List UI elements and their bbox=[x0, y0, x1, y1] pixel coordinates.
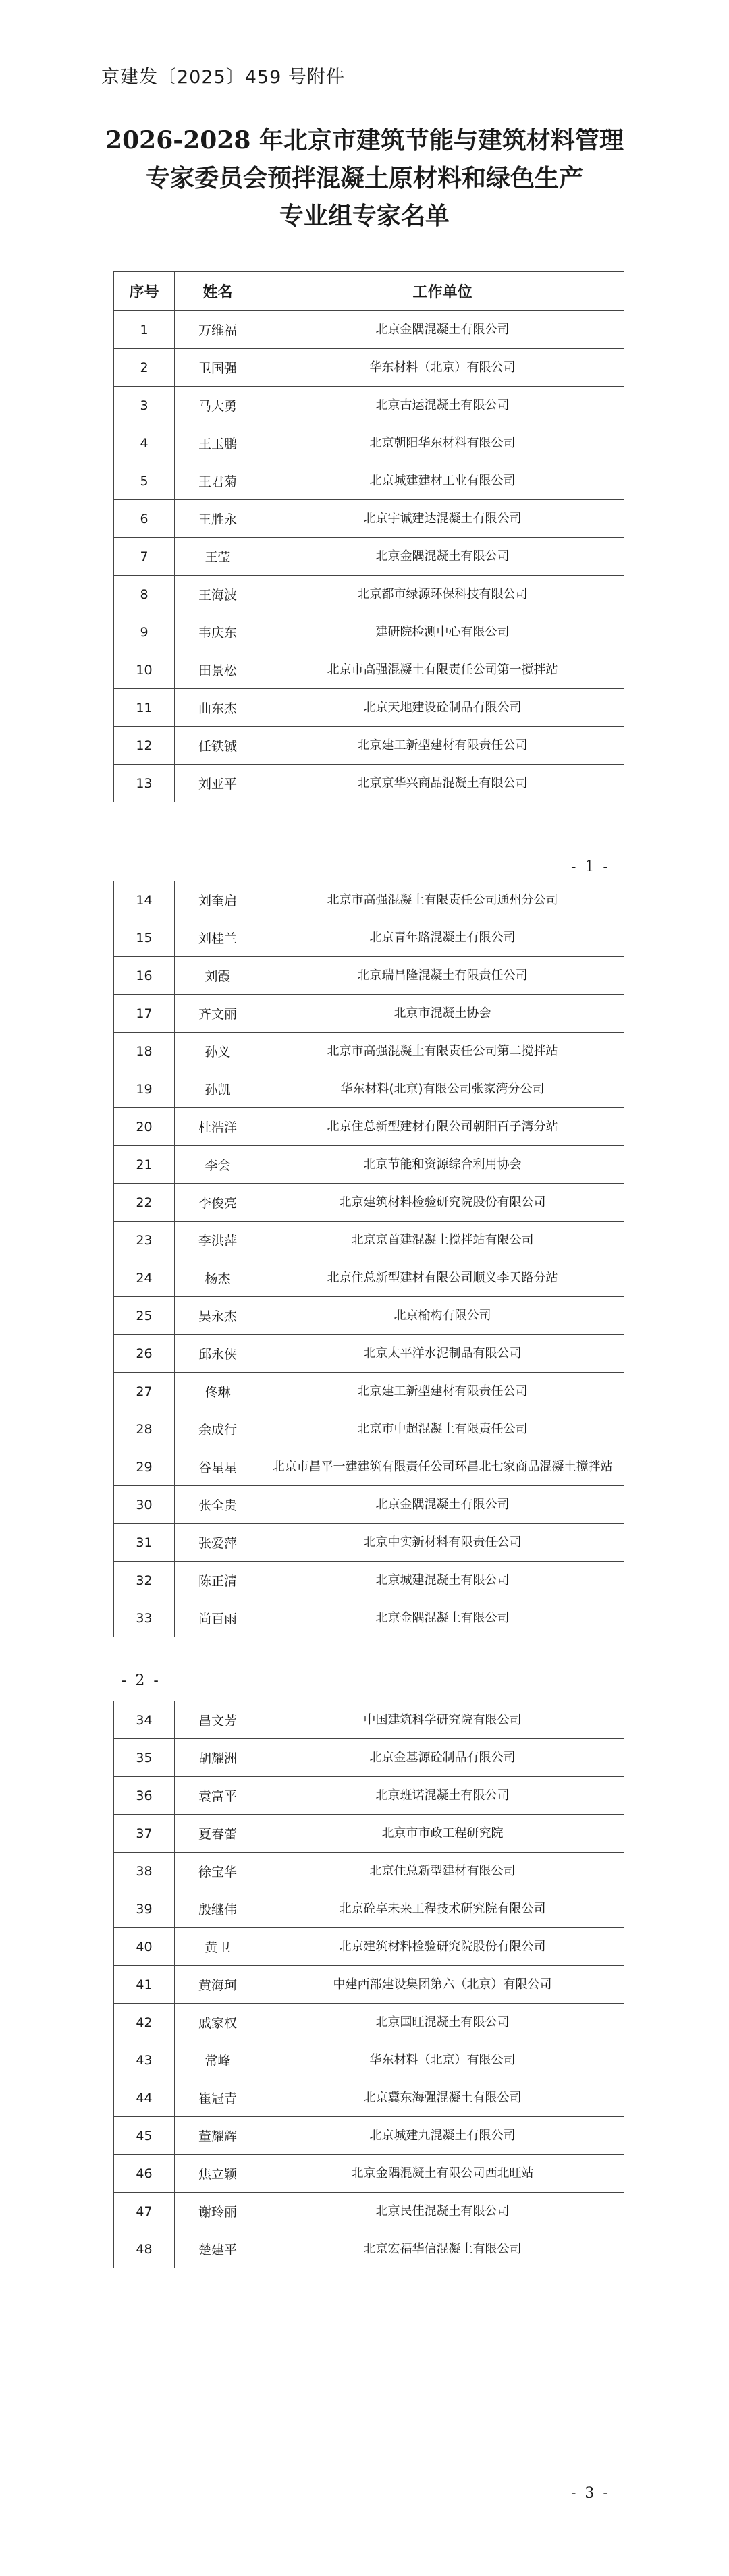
table-row bbox=[114, 2079, 624, 2117]
cell-unit: 北京市昌平一建建筑有限责任公司环昌北七家商品混凝土搅拌站 bbox=[261, 1448, 624, 1486]
table-row bbox=[114, 2041, 624, 2079]
cell-name: 李会 bbox=[175, 1146, 261, 1184]
cell-seq: 2 bbox=[114, 349, 175, 387]
cell-unit: 北京节能和资源综合利用协会 bbox=[261, 1146, 624, 1184]
cell-unit: 北京瑞昌隆混凝土有限责任公司 bbox=[261, 957, 624, 995]
cell-name: 任铁铖 bbox=[175, 727, 261, 765]
table-row bbox=[114, 613, 624, 651]
cell-seq: 26 bbox=[114, 1335, 175, 1373]
table-row bbox=[114, 1777, 624, 1815]
cell-seq: 42 bbox=[114, 2004, 175, 2041]
cell-seq: 29 bbox=[114, 1448, 175, 1486]
cell-name: 孙凯 bbox=[175, 1070, 261, 1108]
cell-name: 王胜永 bbox=[175, 500, 261, 538]
table-row bbox=[114, 538, 624, 576]
cell-name: 谷星星 bbox=[175, 1448, 261, 1486]
cell-unit: 北京太平洋水泥制品有限公司 bbox=[261, 1335, 624, 1373]
cell-name: 徐宝华 bbox=[175, 1853, 261, 1890]
table-row bbox=[114, 1259, 624, 1297]
cell-name: 张爱萍 bbox=[175, 1524, 261, 1562]
cell-name: 刘霞 bbox=[175, 957, 261, 995]
cell-name: 李俊亮 bbox=[175, 1184, 261, 1222]
cell-seq: 17 bbox=[114, 995, 175, 1033]
table-row bbox=[114, 1070, 624, 1108]
document-title bbox=[0, 121, 729, 235]
table-row bbox=[114, 995, 624, 1033]
cell-unit: 北京城建混凝土有限公司 bbox=[261, 1562, 624, 1599]
header-seq: 序号 bbox=[114, 272, 175, 311]
cell-unit: 北京城建九混凝土有限公司 bbox=[261, 2117, 624, 2155]
cell-seq: 1 bbox=[114, 311, 175, 349]
table-row bbox=[114, 462, 624, 500]
cell-seq: 16 bbox=[114, 957, 175, 995]
cell-seq: 7 bbox=[114, 538, 175, 576]
cell-unit: 北京金隅混凝土有限公司 bbox=[261, 1486, 624, 1524]
title-line: 专家委员会预拌混凝土原材料和绿色生产 bbox=[145, 164, 583, 192]
cell-unit: 北京班诺混凝土有限公司 bbox=[261, 1777, 624, 1815]
cell-seq: 48 bbox=[114, 2230, 175, 2268]
cell-unit: 北京砼享未来工程技术研究院有限公司 bbox=[261, 1890, 624, 1928]
document-reference: 京建发〔2025〕459 号附件 bbox=[101, 67, 345, 88]
cell-unit: 北京古运混凝土有限公司 bbox=[261, 387, 624, 424]
table-row bbox=[114, 387, 624, 424]
page-number: - 1 - bbox=[571, 858, 610, 875]
cell-seq: 45 bbox=[114, 2117, 175, 2155]
cell-unit: 北京金隅混凝土有限公司 bbox=[261, 538, 624, 576]
cell-name: 杜浩洋 bbox=[175, 1108, 261, 1146]
cell-unit: 北京金隅混凝土有限公司 bbox=[261, 311, 624, 349]
cell-seq: 12 bbox=[114, 727, 175, 765]
cell-name: 尚百雨 bbox=[175, 1599, 261, 1637]
title-line: 2026-2028 年北京市建筑节能与建筑材料管理 bbox=[105, 126, 624, 155]
expert-table-page-2 bbox=[113, 881, 624, 1637]
cell-name: 吴永杰 bbox=[175, 1297, 261, 1335]
table-row bbox=[114, 1448, 624, 1486]
cell-name: 胡耀洲 bbox=[175, 1739, 261, 1777]
cell-seq: 6 bbox=[114, 500, 175, 538]
cell-seq: 39 bbox=[114, 1890, 175, 1928]
cell-seq: 8 bbox=[114, 576, 175, 613]
table-row bbox=[114, 500, 624, 538]
cell-name: 王君菊 bbox=[175, 462, 261, 500]
cell-name: 刘亚平 bbox=[175, 765, 261, 802]
cell-unit: 华东材料(北京)有限公司张家湾分公司 bbox=[261, 1070, 624, 1108]
cell-seq: 13 bbox=[114, 765, 175, 802]
cell-seq: 15 bbox=[114, 919, 175, 957]
cell-seq: 34 bbox=[114, 1701, 175, 1739]
table-row bbox=[114, 311, 624, 349]
cell-seq: 36 bbox=[114, 1777, 175, 1815]
cell-seq: 24 bbox=[114, 1259, 175, 1297]
table-row bbox=[114, 765, 624, 802]
cell-seq: 27 bbox=[114, 1373, 175, 1410]
cell-name: 刘桂兰 bbox=[175, 919, 261, 957]
table-row bbox=[114, 349, 624, 387]
table-row bbox=[114, 424, 624, 462]
cell-unit: 北京冀东海强混凝土有限公司 bbox=[261, 2079, 624, 2117]
cell-name: 孙义 bbox=[175, 1033, 261, 1070]
cell-unit: 华东材料（北京）有限公司 bbox=[261, 2041, 624, 2079]
table-row bbox=[114, 2193, 624, 2230]
table-row bbox=[114, 1146, 624, 1184]
cell-name: 陈正清 bbox=[175, 1562, 261, 1599]
table-row bbox=[114, 1562, 624, 1599]
cell-unit: 北京建工新型建材有限责任公司 bbox=[261, 727, 624, 765]
cell-seq: 23 bbox=[114, 1222, 175, 1259]
cell-unit: 北京宇诚建达混凝土有限公司 bbox=[261, 500, 624, 538]
cell-unit: 北京住总新型建材有限公司顺义李天路分站 bbox=[261, 1259, 624, 1297]
table-row bbox=[114, 1486, 624, 1524]
table-row bbox=[114, 881, 624, 919]
header-unit: 工作单位 bbox=[261, 272, 624, 311]
cell-seq: 22 bbox=[114, 1184, 175, 1222]
cell-seq: 33 bbox=[114, 1599, 175, 1637]
cell-seq: 43 bbox=[114, 2041, 175, 2079]
cell-unit: 北京中实新材料有限责任公司 bbox=[261, 1524, 624, 1562]
table-row bbox=[114, 1222, 624, 1259]
cell-unit: 北京宏福华信混凝土有限公司 bbox=[261, 2230, 624, 2268]
cell-seq: 5 bbox=[114, 462, 175, 500]
cell-seq: 20 bbox=[114, 1108, 175, 1146]
table-header-row bbox=[114, 272, 624, 311]
cell-unit: 北京青年路混凝土有限公司 bbox=[261, 919, 624, 957]
cell-name: 夏春蕾 bbox=[175, 1815, 261, 1853]
cell-seq: 44 bbox=[114, 2079, 175, 2117]
cell-unit: 中建西部建设集团第六（北京）有限公司 bbox=[261, 1966, 624, 2004]
cell-unit: 北京国旺混凝土有限公司 bbox=[261, 2004, 624, 2041]
cell-seq: 3 bbox=[114, 387, 175, 424]
cell-seq: 19 bbox=[114, 1070, 175, 1108]
cell-unit: 北京市高强混凝土有限责任公司通州分公司 bbox=[261, 881, 624, 919]
cell-unit: 北京都市绿源环保科技有限公司 bbox=[261, 576, 624, 613]
cell-unit: 北京民佳混凝土有限公司 bbox=[261, 2193, 624, 2230]
cell-name: 崔冠青 bbox=[175, 2079, 261, 2117]
cell-unit: 北京天地建设砼制品有限公司 bbox=[261, 689, 624, 727]
table-row bbox=[114, 2117, 624, 2155]
cell-seq: 46 bbox=[114, 2155, 175, 2193]
cell-unit: 北京建工新型建材有限责任公司 bbox=[261, 1373, 624, 1410]
cell-unit: 北京城建建材工业有限公司 bbox=[261, 462, 624, 500]
cell-seq: 30 bbox=[114, 1486, 175, 1524]
cell-seq: 40 bbox=[114, 1928, 175, 1966]
table-body bbox=[114, 881, 624, 1637]
expert-table-page-3 bbox=[113, 1701, 624, 2268]
cell-unit: 北京金隅混凝土有限公司 bbox=[261, 1599, 624, 1637]
cell-name: 曲东杰 bbox=[175, 689, 261, 727]
table-row bbox=[114, 2155, 624, 2193]
cell-name: 袁富平 bbox=[175, 1777, 261, 1815]
table-row bbox=[114, 651, 624, 689]
expert-table-page-1 bbox=[113, 271, 624, 802]
table-row bbox=[114, 919, 624, 957]
table-body bbox=[114, 1701, 624, 2268]
cell-name: 昌文芳 bbox=[175, 1701, 261, 1739]
table-body bbox=[114, 311, 624, 802]
cell-seq: 31 bbox=[114, 1524, 175, 1562]
cell-unit: 北京住总新型建材有限公司 bbox=[261, 1853, 624, 1890]
table-row bbox=[114, 1966, 624, 2004]
cell-unit: 北京市中超混凝土有限责任公司 bbox=[261, 1410, 624, 1448]
table-row bbox=[114, 1890, 624, 1928]
cell-unit: 北京市高强混凝土有限责任公司第一搅拌站 bbox=[261, 651, 624, 689]
cell-name: 王莹 bbox=[175, 538, 261, 576]
cell-seq: 4 bbox=[114, 424, 175, 462]
cell-seq: 35 bbox=[114, 1739, 175, 1777]
cell-name: 谢玲丽 bbox=[175, 2193, 261, 2230]
cell-unit: 北京朝阳华东材料有限公司 bbox=[261, 424, 624, 462]
table-row bbox=[114, 1739, 624, 1777]
cell-unit: 建研院检测中心有限公司 bbox=[261, 613, 624, 651]
cell-unit: 北京建筑材料检验研究院股份有限公司 bbox=[261, 1928, 624, 1966]
cell-seq: 38 bbox=[114, 1853, 175, 1890]
cell-name: 王海波 bbox=[175, 576, 261, 613]
cell-name: 李洪萍 bbox=[175, 1222, 261, 1259]
cell-name: 邱永侠 bbox=[175, 1335, 261, 1373]
table-row bbox=[114, 1853, 624, 1890]
cell-name: 常峰 bbox=[175, 2041, 261, 2079]
cell-name: 马大勇 bbox=[175, 387, 261, 424]
table-row bbox=[114, 1108, 624, 1146]
table-row bbox=[114, 1524, 624, 1562]
table-row bbox=[114, 1928, 624, 1966]
table-row bbox=[114, 1815, 624, 1853]
table-row bbox=[114, 1335, 624, 1373]
cell-seq: 28 bbox=[114, 1410, 175, 1448]
title-line: 专业组专家名单 bbox=[279, 202, 450, 230]
cell-seq: 37 bbox=[114, 1815, 175, 1853]
cell-name: 黄海珂 bbox=[175, 1966, 261, 2004]
table-row bbox=[114, 1184, 624, 1222]
cell-name: 王玉鹏 bbox=[175, 424, 261, 462]
cell-seq: 11 bbox=[114, 689, 175, 727]
cell-unit: 北京市市政工程研究院 bbox=[261, 1815, 624, 1853]
table-row bbox=[114, 957, 624, 995]
cell-name: 焦立颖 bbox=[175, 2155, 261, 2193]
cell-name: 齐文丽 bbox=[175, 995, 261, 1033]
cell-seq: 9 bbox=[114, 613, 175, 651]
header-name: 姓名 bbox=[175, 272, 261, 311]
cell-unit: 北京榆构有限公司 bbox=[261, 1297, 624, 1335]
cell-name: 楚建平 bbox=[175, 2230, 261, 2268]
cell-seq: 21 bbox=[114, 1146, 175, 1184]
page-number: - 3 - bbox=[571, 2485, 610, 2502]
cell-seq: 10 bbox=[114, 651, 175, 689]
cell-unit: 北京京首建混凝土搅拌站有限公司 bbox=[261, 1222, 624, 1259]
cell-seq: 47 bbox=[114, 2193, 175, 2230]
cell-name: 张全贵 bbox=[175, 1486, 261, 1524]
cell-seq: 32 bbox=[114, 1562, 175, 1599]
cell-name: 韦庆东 bbox=[175, 613, 261, 651]
cell-seq: 25 bbox=[114, 1297, 175, 1335]
page-number: - 2 - bbox=[122, 1672, 161, 1689]
cell-unit: 北京金基源砼制品有限公司 bbox=[261, 1739, 624, 1777]
cell-unit: 北京市混凝土协会 bbox=[261, 995, 624, 1033]
cell-name: 佟琳 bbox=[175, 1373, 261, 1410]
cell-name: 黄卫 bbox=[175, 1928, 261, 1966]
cell-seq: 41 bbox=[114, 1966, 175, 2004]
cell-seq: 14 bbox=[114, 881, 175, 919]
cell-unit: 华东材料（北京）有限公司 bbox=[261, 349, 624, 387]
table-row bbox=[114, 1373, 624, 1410]
table-row bbox=[114, 1033, 624, 1070]
cell-name: 殷继伟 bbox=[175, 1890, 261, 1928]
cell-name: 卫国强 bbox=[175, 349, 261, 387]
cell-unit: 北京住总新型建材有限公司朝阳百子湾分站 bbox=[261, 1108, 624, 1146]
table-row bbox=[114, 576, 624, 613]
cell-unit: 北京建筑材料检验研究院股份有限公司 bbox=[261, 1184, 624, 1222]
table-row bbox=[114, 1701, 624, 1739]
cell-name: 余成行 bbox=[175, 1410, 261, 1448]
table-row bbox=[114, 2230, 624, 2268]
table-row bbox=[114, 1410, 624, 1448]
cell-name: 刘奎启 bbox=[175, 881, 261, 919]
cell-name: 杨杰 bbox=[175, 1259, 261, 1297]
table-row bbox=[114, 689, 624, 727]
table-row bbox=[114, 1297, 624, 1335]
cell-name: 万维福 bbox=[175, 311, 261, 349]
cell-name: 田景松 bbox=[175, 651, 261, 689]
cell-unit: 中国建筑科学研究院有限公司 bbox=[261, 1701, 624, 1739]
cell-unit: 北京京华兴商品混凝土有限公司 bbox=[261, 765, 624, 802]
cell-name: 戚家权 bbox=[175, 2004, 261, 2041]
table-row bbox=[114, 727, 624, 765]
table-row bbox=[114, 2004, 624, 2041]
cell-unit: 北京金隅混凝土有限公司西北旺站 bbox=[261, 2155, 624, 2193]
cell-unit: 北京市高强混凝土有限责任公司第二搅拌站 bbox=[261, 1033, 624, 1070]
table-row bbox=[114, 1599, 624, 1637]
cell-seq: 18 bbox=[114, 1033, 175, 1070]
cell-name: 董耀辉 bbox=[175, 2117, 261, 2155]
